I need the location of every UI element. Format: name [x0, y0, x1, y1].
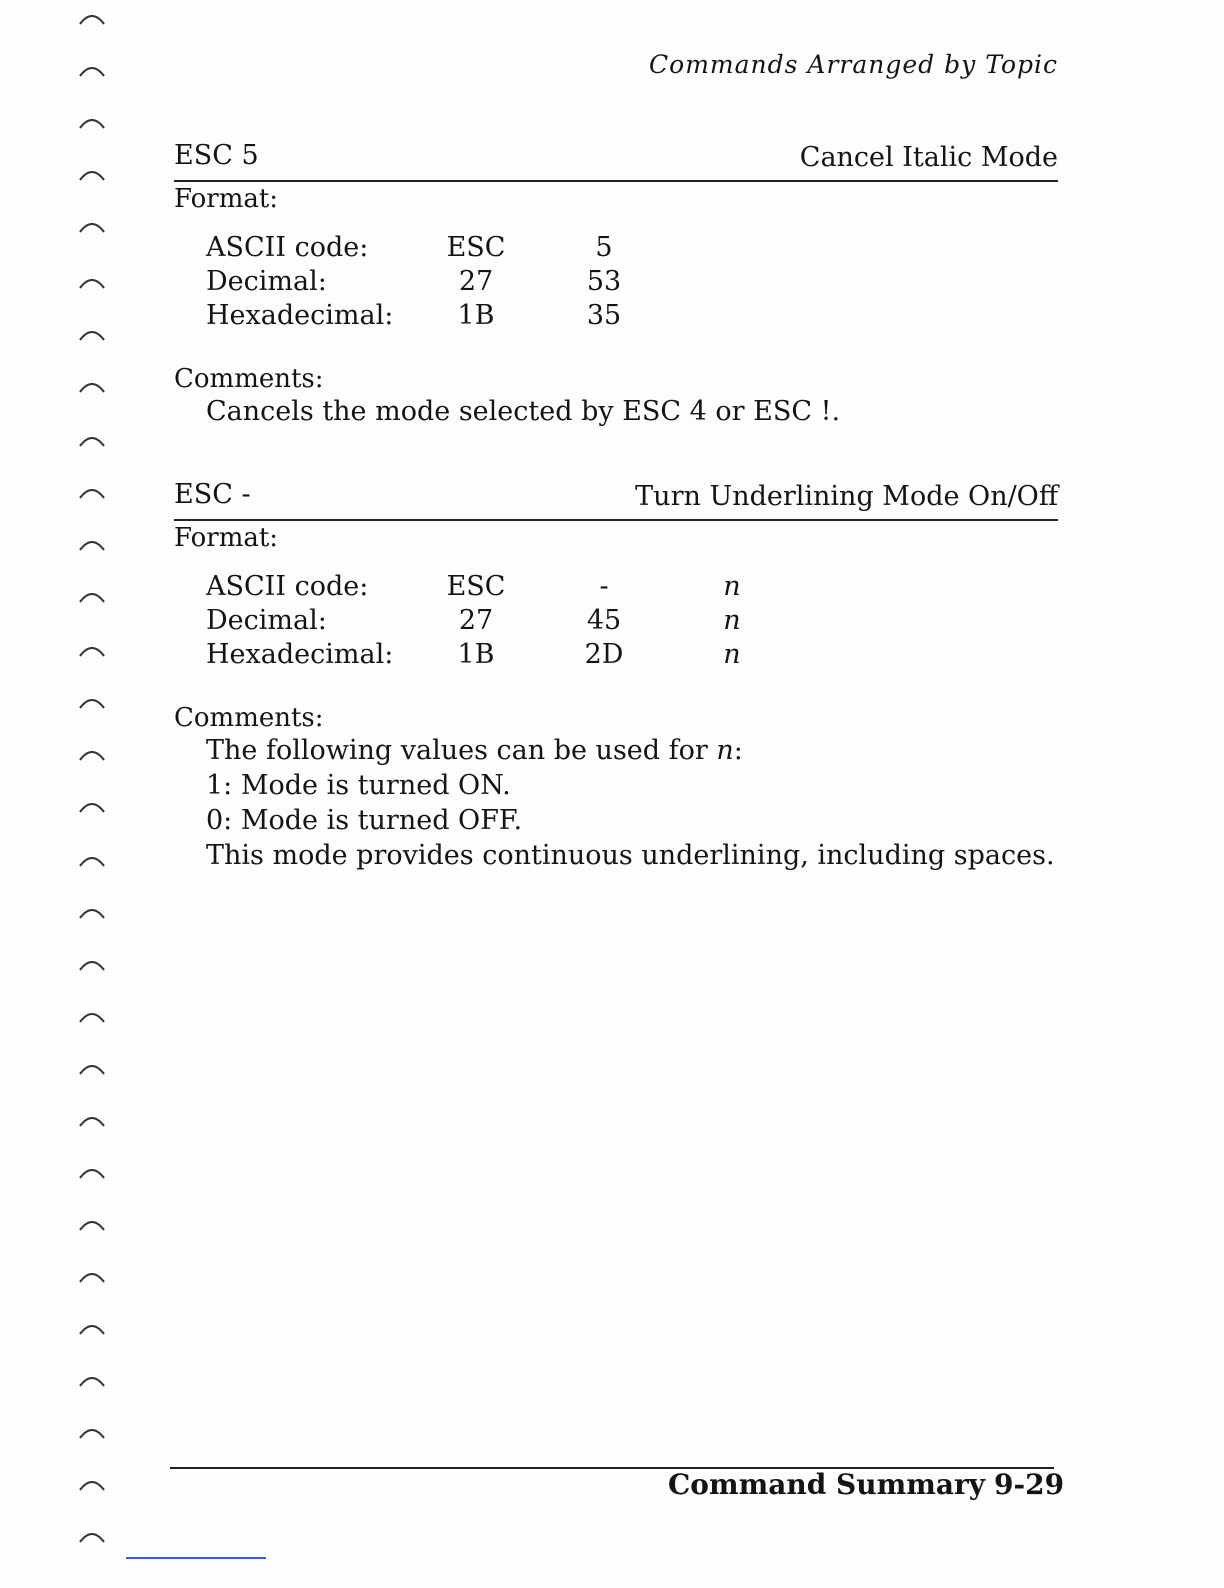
- row-value-1: 1B: [457, 639, 495, 670]
- comment-line: Cancels the mode selected by ESC 4 or ESC !.: [206, 396, 841, 427]
- row-value-2: 35: [586, 300, 622, 331]
- row-value-2: 45: [586, 605, 622, 636]
- footer-title: Command Summary: [668, 1468, 986, 1501]
- row-value-1: ESC: [446, 232, 506, 263]
- format-table: [174, 232, 1058, 340]
- comment-intro-line: [206, 733, 1058, 768]
- format-label: Format:: [174, 523, 279, 553]
- format-row-ascii: [206, 232, 906, 266]
- format-row-decimal: [206, 266, 906, 300]
- format-row-decimal: [206, 605, 906, 639]
- comments-label: Comments:: [174, 703, 324, 733]
- scan-artifact-line: [126, 1557, 266, 1559]
- row-value-3: n: [723, 605, 741, 636]
- row-value-2: -: [599, 571, 609, 602]
- row-value-2: 2D: [584, 639, 624, 670]
- running-head: Commands Arranged by Topic: [649, 50, 1058, 79]
- row-value-1: ESC: [446, 571, 506, 602]
- comment-line: 1: Mode is turned ON.: [206, 770, 511, 801]
- row-value-3: n: [723, 571, 741, 602]
- page-number: 9-29: [994, 1468, 1065, 1501]
- format-row-hex: [206, 639, 906, 673]
- row-label: Decimal:: [206, 605, 327, 636]
- row-value-1: 1B: [457, 300, 495, 331]
- comment-variable: n: [716, 735, 734, 766]
- row-label: Hexadecimal:: [206, 300, 394, 331]
- row-label: Hexadecimal:: [206, 639, 394, 670]
- format-label: Format:: [174, 184, 279, 214]
- format-row-hex: [206, 300, 906, 334]
- row-label: ASCII code:: [206, 232, 369, 263]
- row-value-2: 53: [586, 266, 622, 297]
- command-title: Turn Underlining Mode On/Off: [635, 481, 1058, 512]
- command-section-esc-dash: [174, 479, 1058, 873]
- comment-intro-end: :: [733, 735, 743, 766]
- format-row-ascii: [206, 571, 906, 605]
- command-title: Cancel Italic Mode: [799, 142, 1058, 173]
- command-code: ESC 5: [174, 140, 259, 171]
- comment-intro-text: The following values can be used for: [206, 735, 708, 766]
- comments-label: Comments:: [174, 364, 324, 394]
- command-code: ESC -: [174, 479, 251, 510]
- row-label: ASCII code:: [206, 571, 369, 602]
- format-table: [174, 571, 1058, 679]
- spiral-binding: [70, 0, 120, 1584]
- row-value-3: n: [723, 639, 741, 670]
- binding-rings-icon: [70, 0, 120, 1584]
- section-header: [174, 140, 1058, 182]
- command-section-esc-5: [174, 140, 1058, 429]
- row-value-2: 5: [595, 232, 613, 263]
- row-label: Decimal:: [206, 266, 327, 297]
- row-value-1: 27: [458, 266, 494, 297]
- row-value-1: 27: [458, 605, 494, 636]
- section-header: [174, 479, 1058, 521]
- comment-line: 0: Mode is turned OFF.: [206, 805, 523, 836]
- comment-line: This mode provides continuous underlining, including spaces.: [206, 840, 1055, 871]
